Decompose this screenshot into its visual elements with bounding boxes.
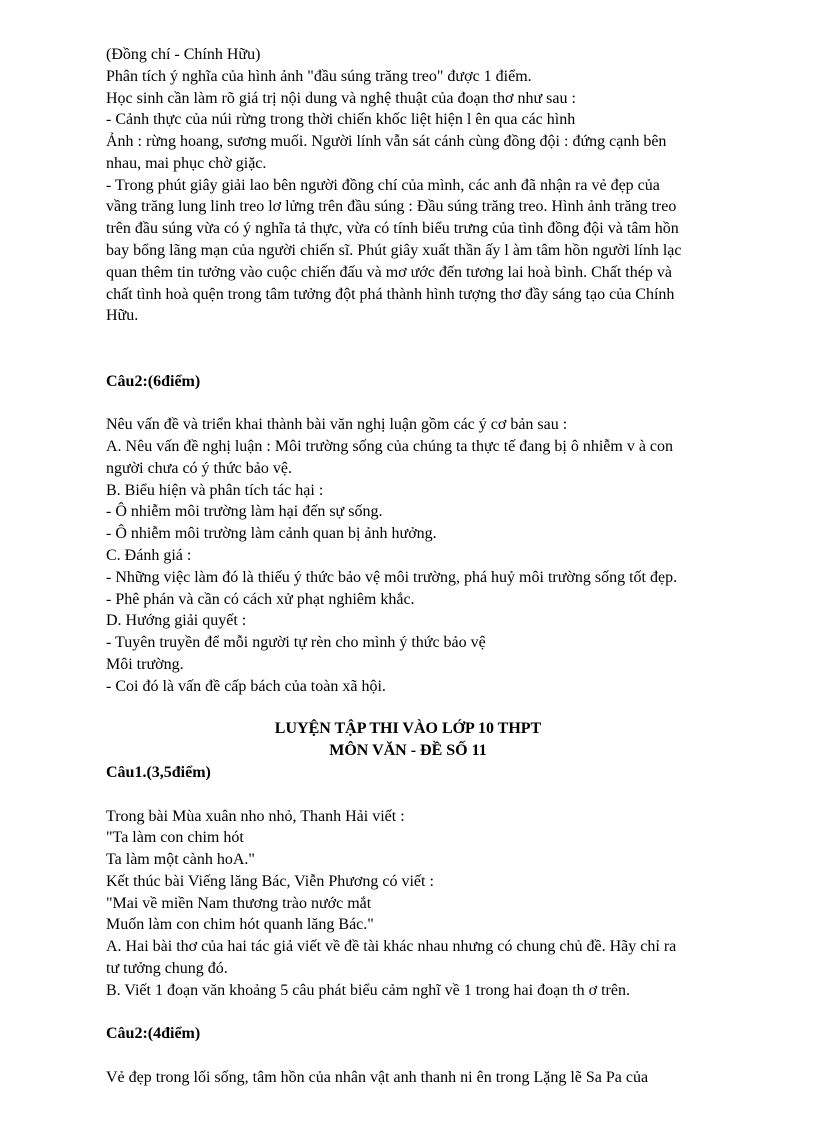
text-line: A. Hai bài thơ của hai tác giả viết về đề tài khác nhau nhưng có chung chủ đề. Hãy chỉ ra (106, 938, 677, 955)
text-line: Ảnh : rừng hoang, sương muối. Người lính vẫn sát cánh cùng đồng đội : đứng cạnh bên (106, 133, 667, 150)
text-line: - Những việc làm đó là thiếu ý thức bảo vệ môi trường, phá huỷ môi trường sống tốt đẹp. (106, 569, 678, 586)
text-line: Phân tích ý nghĩa của hình ảnh "đầu súng trăng treo" được 1 điểm. (106, 68, 532, 85)
question-heading: Câu2:(6điểm) (106, 373, 201, 390)
text-line: Môi trường. (106, 656, 184, 673)
text-line: - Ô nhiễm môi trường làm cảnh quan bị ảnh hưởng. (106, 525, 437, 542)
text-line: vầng trăng lung linh treo lơ lửng trên đầu súng : Đầu súng trăng treo. Hình ảnh trăng treo (106, 198, 677, 215)
text-line: trên đầu súng vừa có ý nghĩa tả thực, vừa có tính biểu trưng của tình đồng đội và tâm hồn (106, 220, 679, 237)
text-line: - Cảnh thực của núi rừng trong thời chiến khốc liệt hiện l ên qua các hình (106, 111, 576, 128)
text-line: Ta làm một cành hoA." (106, 851, 255, 868)
text-line: Kết thúc bài Viếng lăng Bác, Viễn Phương có viết : (106, 873, 434, 890)
text-line: - Phê phán và cần có cách xử phạt nghiêm khắc. (106, 591, 415, 608)
text-line: tư tưởng chung đó. (106, 960, 228, 977)
text-line: nhau, mai phục chờ giặc. (106, 155, 267, 172)
question-heading: Câu2:(4điểm) (106, 1025, 201, 1042)
exam-title: LUYỆN TẬP THI VÀO LỚP 10 THPT (274, 720, 542, 737)
text-line: A. Nêu vấn đề nghị luận : Môi trường sống của chúng ta thực tế đang bị ô nhiễm v à con (106, 438, 674, 455)
text-line: - Ô nhiễm môi trường làm hại đến sự sống. (106, 503, 383, 520)
text-line: (Đồng chí - Chính Hữu) (106, 46, 261, 63)
text-line: Hữu. (106, 307, 139, 324)
question-heading: Câu1.(3,5điểm) (106, 764, 211, 781)
text-line: quan thêm tin tưởng vào cuộc chiến đấu và mơ ước đến tương lai hoà bình. Chất thép và (106, 264, 672, 281)
exam-subtitle: MÔN VĂN - ĐỀ SỐ 11 (329, 742, 487, 759)
text-line: bay bổng lãng mạn của người chiến sĩ. Phút giây xuất thần ấy l àm tâm hồn người lính lạc (106, 242, 682, 259)
text-line: người chưa có ý thức bảo vệ. (106, 460, 292, 477)
text-line: Muốn làm con chim hót quanh lăng Bác." (106, 916, 374, 933)
text-line: Nêu vấn đề và triển khai thành bài văn nghị luận gồm các ý cơ bản sau : (106, 416, 568, 433)
text-line: Học sinh cần làm rõ giá trị nội dung và nghệ thuật của đoạn thơ như sau : (106, 90, 576, 107)
text-line: chất tình hoà quện trong tâm tưởng đột phá thành hình tượng thơ đầy sáng tạo của Chính (106, 286, 675, 303)
text-line: - Trong phút giây giải lao bên người đồng chí của mình, các anh đã nhận ra vẻ đẹp của (106, 177, 660, 194)
text-line: - Tuyên truyền để mỗi người tự rèn cho mình ý thức bảo vệ (106, 634, 486, 651)
text-line: C. Đánh giá : (106, 547, 192, 564)
text-line: Vẻ đẹp trong lối sống, tâm hồn của nhân vật anh thanh ni ên trong Lặng lẽ Sa Pa của (106, 1069, 649, 1086)
text-line: B. Biểu hiện và phân tích tác hại : (106, 482, 324, 499)
text-line: Trong bài Mùa xuân nho nhỏ, Thanh Hải viết : (106, 808, 405, 825)
text-line: D. Hướng giải quyết : (106, 612, 247, 629)
text-line: "Mai về miền Nam thương trào nước mắt (106, 895, 372, 912)
text-line: - Coi đó là vấn đề cấp bách của toàn xã hội. (106, 678, 386, 695)
text-line: B. Viết 1 đoạn văn khoảng 5 câu phát biểu cảm nghĩ về 1 trong hai đoạn th ơ trên. (106, 982, 630, 999)
text-line: "Ta làm con chim hót (106, 829, 244, 846)
